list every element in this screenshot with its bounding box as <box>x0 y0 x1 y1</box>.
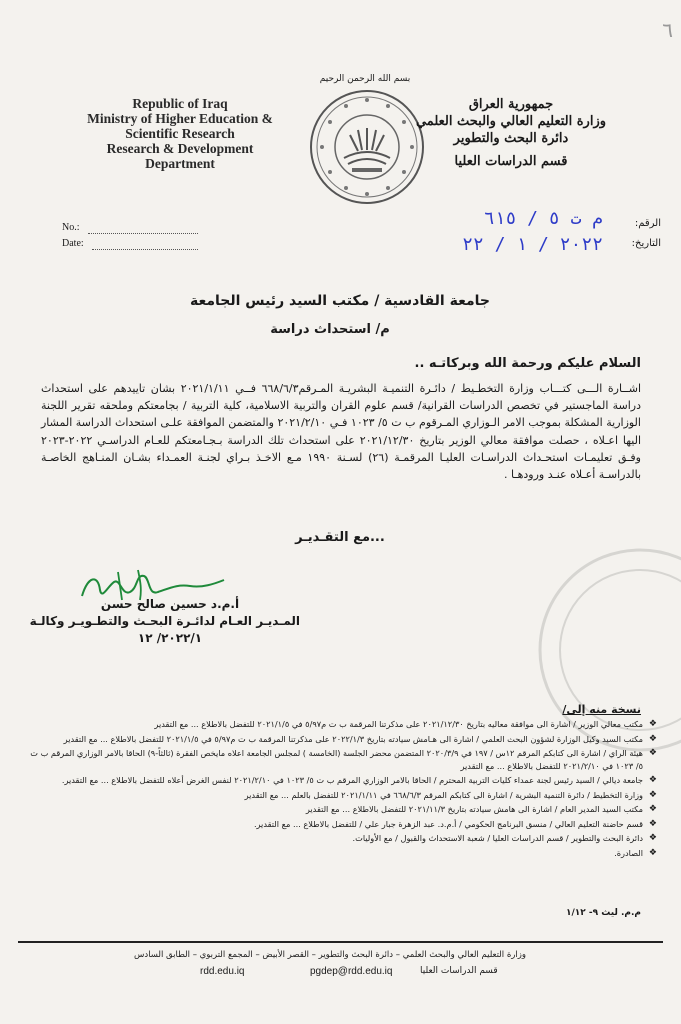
footer-address: وزارة التعليم العالي والبحث العلمي – دائرة البحث والتطوير – القصر الأبيض – المجمع التربوي – الطابق السادس <box>134 950 526 960</box>
signature-date: ٢٠٢٢/١/ ١٢ <box>137 631 203 645</box>
addressee: جامعة القادسية / مكتب السيد رئيس الجامعة <box>189 293 491 309</box>
english-header-line: Scientific Research <box>125 126 235 141</box>
copy-recipient: ❖ هيئة الراي / اشارة الى كتابكم المرقم ١٢س / ١٩٧ في ٢٠٢٠/٣/٩ المتضمن محضر الجلسة (الخامسة ) لمجلس الجامعة اعلاه مايخص الفقرة (ثالثاً-٩) الحاقا بالامر الوزاري المرقم ب ت ٥/ ١٠٢٣ في ٢٠٢١/٢/١٠ للتفضل بالاطلاع ... مع التقدير <box>25 747 657 772</box>
footer-divider <box>18 941 663 943</box>
english-header-line: Department <box>145 156 215 171</box>
copy-recipient: ❖ جامعة ديالي / السيد رئيس لجنة عمداء كليات التربية المحترم / الحاقا بالامر الوزاري المرقم ب ت ٥/ ١٠٢٣ في ٢٠٢١/٢/١٠ لنفس الغرض أعلاه للتفضل بالاطلاع ... مع التقدير. <box>25 774 657 787</box>
signatory-name: أ.م.د حسين صالح حسن <box>100 597 240 611</box>
copy-recipient: ❖ دائرة البحث والتطوير / قسم الدراسات العليا / شعبة الاستحداث والقبول / مع الأوليات. <box>25 832 657 845</box>
number-label-en: No.: <box>62 222 80 233</box>
copy-recipient: ❖ مكتب معالي الوزير / اشارة الى موافقة معاليه بتاريخ ٢٠٢١/١٢/٣٠ على مذكرتنا المرقمة ب ت م٥/٩٧ في ٢٠٢١/١/٥ للتفضل بالاطلاع ... مع التقدير <box>25 718 657 731</box>
english-header-line: Ministry of Higher Education & <box>87 111 273 126</box>
arabic-header <box>401 96 621 170</box>
copy-recipient: ❖ مكتب السيد المدير العام / اشارة الى هامش سيادته بتاريخ ٢٠٢١/١١/٣ للتفضل بالاطلاع ... مع التقدير <box>25 803 657 816</box>
signature-block <box>29 596 300 647</box>
handwritten-date: ٢٠٢٢ / ١ / ٢٢ <box>462 234 603 255</box>
basmala: بسم الله الرحمن الرحيم <box>319 74 411 84</box>
copy-recipient: ❖ الصادرة. <box>25 847 657 860</box>
footer-dept: قسم الدراسات العليا <box>420 966 498 976</box>
arabic-header-line: قسم الدراسات العليا <box>454 154 568 169</box>
subject-line: م/ استحداث دراسة <box>270 322 390 337</box>
letter-body: اشــارة الـــى كتـــاب وزارة التخطـيط / دائـرة التنميـة البشريـة المـرقم٦٦٨/٦/٣ فــي ٢٠٢١/١/١١ بشان تاييدهم على استحداث دراسة الماجستير في تخصص الدراسات القرانية/ قسم علوم القران والتربية الاسلامية، كلية التربية / بجامعتكم وملحقه تقرير اللجنة الوزارية المشكلة بموجب الامر الـوزاري المـرقوم ب ت ٥/ ١٠٢٣ فـي ٢٠٢١/٢/١٠ والمتضمن الموافقة علـى استحداث الدراسة المشار اليها اعـلاه ، حصلت موافقة معالي الوزير بتاريخ ٢٠٢١/١٢/٣٠ على استحداث تلك الدراسة بـجـامعتكم للعـام الدراسـي ٢٠٢٢-٢٠٢٣ وفـق تعليمـات استحـداث الدراسـات العليـا المرقمـة (٢٦) لسـنة ١٩٩٠ مـع الاخـذ بـراي لجنـة العمـداء بشـان المنـاهج الخاصـة بالدراسـة أعـلاه عنـد ورودهـا . <box>41 382 642 482</box>
english-header-line: Republic of Iraq <box>132 96 228 111</box>
handwritten-number: م ت ٥ / ٦١٥ <box>483 208 603 229</box>
arabic-header-line: دائرة البحث والتطوير <box>453 131 569 146</box>
number-dotline <box>88 233 198 234</box>
arabic-header-line: جمهورية العراق <box>468 97 554 112</box>
copy-recipient: ❖ قسم حاضنة التعليم العالي / منسق البرنامج الحكومي / أ.م.د. عبد الزهرة جبار علي / للتفضل بالاطلاع ... مع التقدير. <box>25 818 657 831</box>
copy-recipient: ❖ وزارة التخطيط / دائرة التنمية البشرية / اشارة الى كتابكم المرقم ٦٦٨/٦/٣ في ٢٠٢١/١/١١ للتفضل بالعلم ... مع التقدير <box>25 789 657 802</box>
corner-mark: ٦ <box>662 18 673 42</box>
date-dotline <box>92 249 198 250</box>
reference-code: م.م. ليث ٩- ١/١٢ <box>565 908 641 918</box>
english-header-line: Research & Development <box>106 141 254 156</box>
number-label-ar: الرقم: <box>634 218 661 229</box>
copies-list <box>25 718 657 861</box>
copy-recipient: ❖ مكتب السيد وكيل الوزارة لشؤون البحث العلمي / اشارة الى هـامش سيادته بتاريخ ٢٠٢٢/١/٣ على مذكرتنا المرقمة ب ت م٥/٩٧ في ٢٠٢١/١/٥ للتفضل بالاطلاع ... مع التقدير <box>25 733 657 746</box>
closing-thanks: ...مع التقـديـر <box>295 530 385 545</box>
arabic-header-line: وزارة التعليم العالي والبحث العلمي <box>415 114 607 129</box>
footer-email: pgdep@rdd.edu.iq <box>310 966 393 977</box>
date-label-ar: التاريخ: <box>631 238 661 249</box>
english-header <box>70 96 290 171</box>
date-label-en: Date: <box>62 238 84 249</box>
copies-heading: نسخة منه إلى/ <box>562 703 641 716</box>
greeting: السلام عليكم ورحمة الله وبركاتـه .. <box>414 356 641 371</box>
footer-website: rdd.edu.iq <box>200 966 245 977</box>
signatory-title: المـديـر العـام لدائـرة البحـث والتطـويـر وكالـة <box>29 614 300 628</box>
